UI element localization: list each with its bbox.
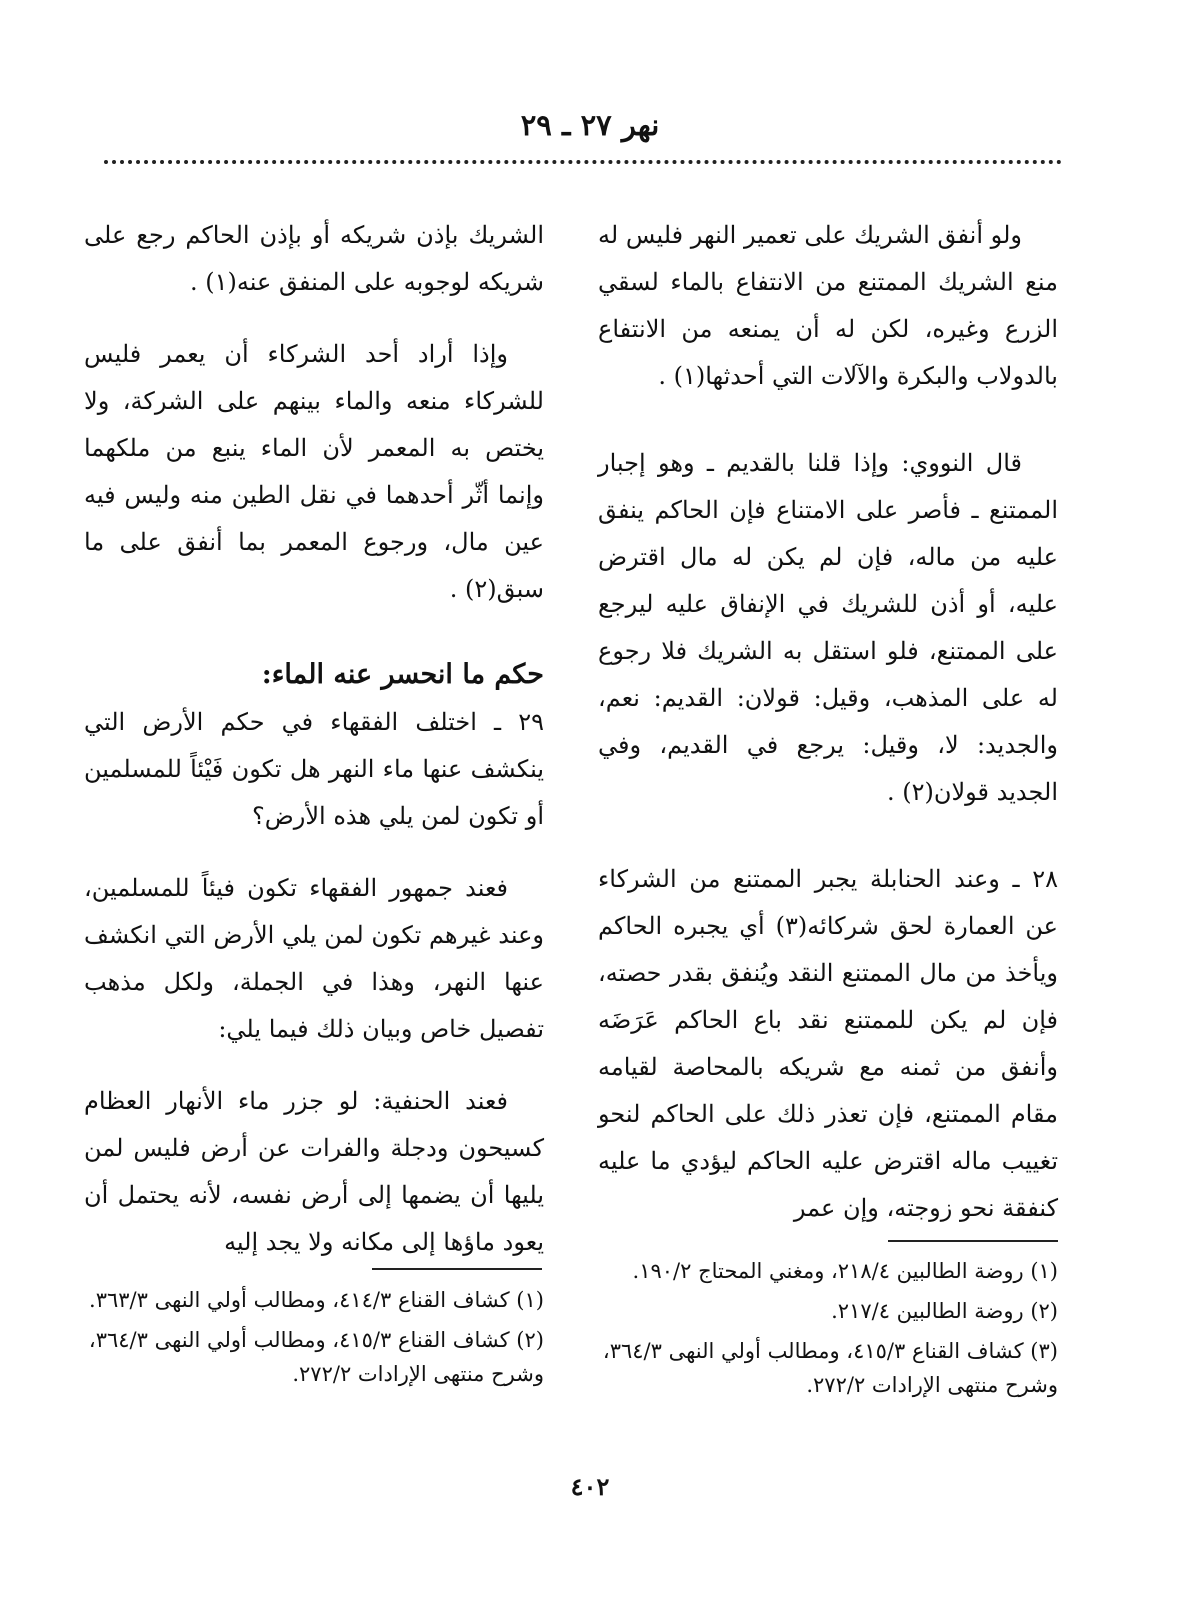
page-title: نهر ٢٧ ـ ٢٩ [520,108,660,142]
paragraph: وإذا أراد أحد الشركاء أن يعمر فليس للشركاء منعه والماء بينهم على الشركة، ولا يختص به المعمر لأن الماء ينبع من ملكهما وإنما أثّر أحدهما في نقل الطين منه وليس فيه عين مال، ورجوع المعمر بما أنفق على ما سبق(٢) . [84,340,544,603]
footnote: (١) كشاف القناع ٤١٤/٣، ومطالب أولي النهى ٣٦٣/٣. [89,1288,544,1312]
footnote: (٢) كشاف القناع ٤١٥/٣، ومطالب أولي النهى ٣٦٤/٣، وشرح منتهى الإرادات ٢٧٢/٢. [88,1328,544,1386]
right-column [598,212,1058,1257]
paragraph: ٢٨ ـ وعند الحنابلة يجبر الممتنع من الشركاء عن العمارة لحق شركائه(٣) أي يجبره الحاكم ويأخذ من مال الممتنع النقد ويُنفق بقدر حصته، فإن لم يكن للممتنع نقد باع الحاكم عَرَضَه وأنفق من ثمنه مع شريكه بالمحاصة لقيامه مقام الممتنع، فإن تعذر ذلك على الحاكم لنحو تغييب ماله اقترض عليه الحاكم ليؤدي ما عليه كنفقة نحو زوجته، وإن عمر [598,865,1058,1222]
footnote-separator [372,1268,542,1270]
paragraph: الشريك بإذن شريكه أو بإذن الحاكم رجع على شريكه لوجوبه على المنفق عنه(١) . [84,221,544,296]
paragraph: ولو أنفق الشريك على تعمير النهر فليس له منع الشريك الممتنع من الانتفاع بالماء لسقي الزرع وغيره، لكن له أن يمنعه من الانتفاع بالدولاب والبكرة والآلات التي أحدثها(١) . [598,221,1058,390]
paragraph: فعند الحنفية: لو جزر ماء الأنهار العظام كسيحون ودجلة والفرات عن أرض فليس لمن يليها أن يضمها إلى أرض نفسه، لأنه يحتمل أن يعود ماؤها إلى مكانه ولا يجد إليه [84,1087,544,1256]
section-heading: حكم ما انحسر عنه الماء: [261,659,544,690]
paragraph: قال النووي: وإذا قلنا بالقديم ـ وهو إجبار الممتنع ـ فأصر على الامتناع فإن الحاكم ينفق عليه من ماله، فإن لم يكن له مال اقترض عليه، أو أذن للشريك في الإنفاق عليه ليرجع على الممتنع، فلو استقل به الشريك فلا رجوع له على المذهب، وقيل: قولان: القديم: نعم، والجديد: لا، وقيل: يرجع في القديم، وفي الجديد قولان(٢) . [598,449,1058,806]
left-column [84,212,544,1291]
footnotes-right [598,1254,1058,1408]
footnotes-left [84,1283,544,1397]
header-dotted-divider [104,150,1062,164]
paragraph: ٢٩ ـ اختلف الفقهاء في حكم الأرض التي ينكشف عنها ماء النهر هل تكون فَيْئاً للمسلمين أو تكون لمن يلي هذه الأرض؟ [84,708,544,830]
footnote: (٢) روضة الطالبين ٢١٧/٤. [831,1299,1058,1323]
footnote: (٣) كشاف القناع ٤١٥/٣، ومطالب أولي النهى ٣٦٤/٣، وشرح منتهى الإرادات ٢٧٢/٢. [602,1339,1058,1397]
footnote: (١) روضة الطالبين ٢١٨/٤، ومغني المحتاج ١٩٠/٢. [632,1259,1058,1283]
footnote-separator [888,1240,1058,1242]
page-number: ٤٠٢ [570,1472,610,1501]
paragraph: فعند جمهور الفقهاء تكون فيئاً للمسلمين، وعند غيرهم تكون لمن يلي الأرض التي انكشف عنها النهر، وهذا في الجملة، ولكل مذهب تفصيل خاص وبيان ذلك فيما يلي: [84,874,544,1043]
